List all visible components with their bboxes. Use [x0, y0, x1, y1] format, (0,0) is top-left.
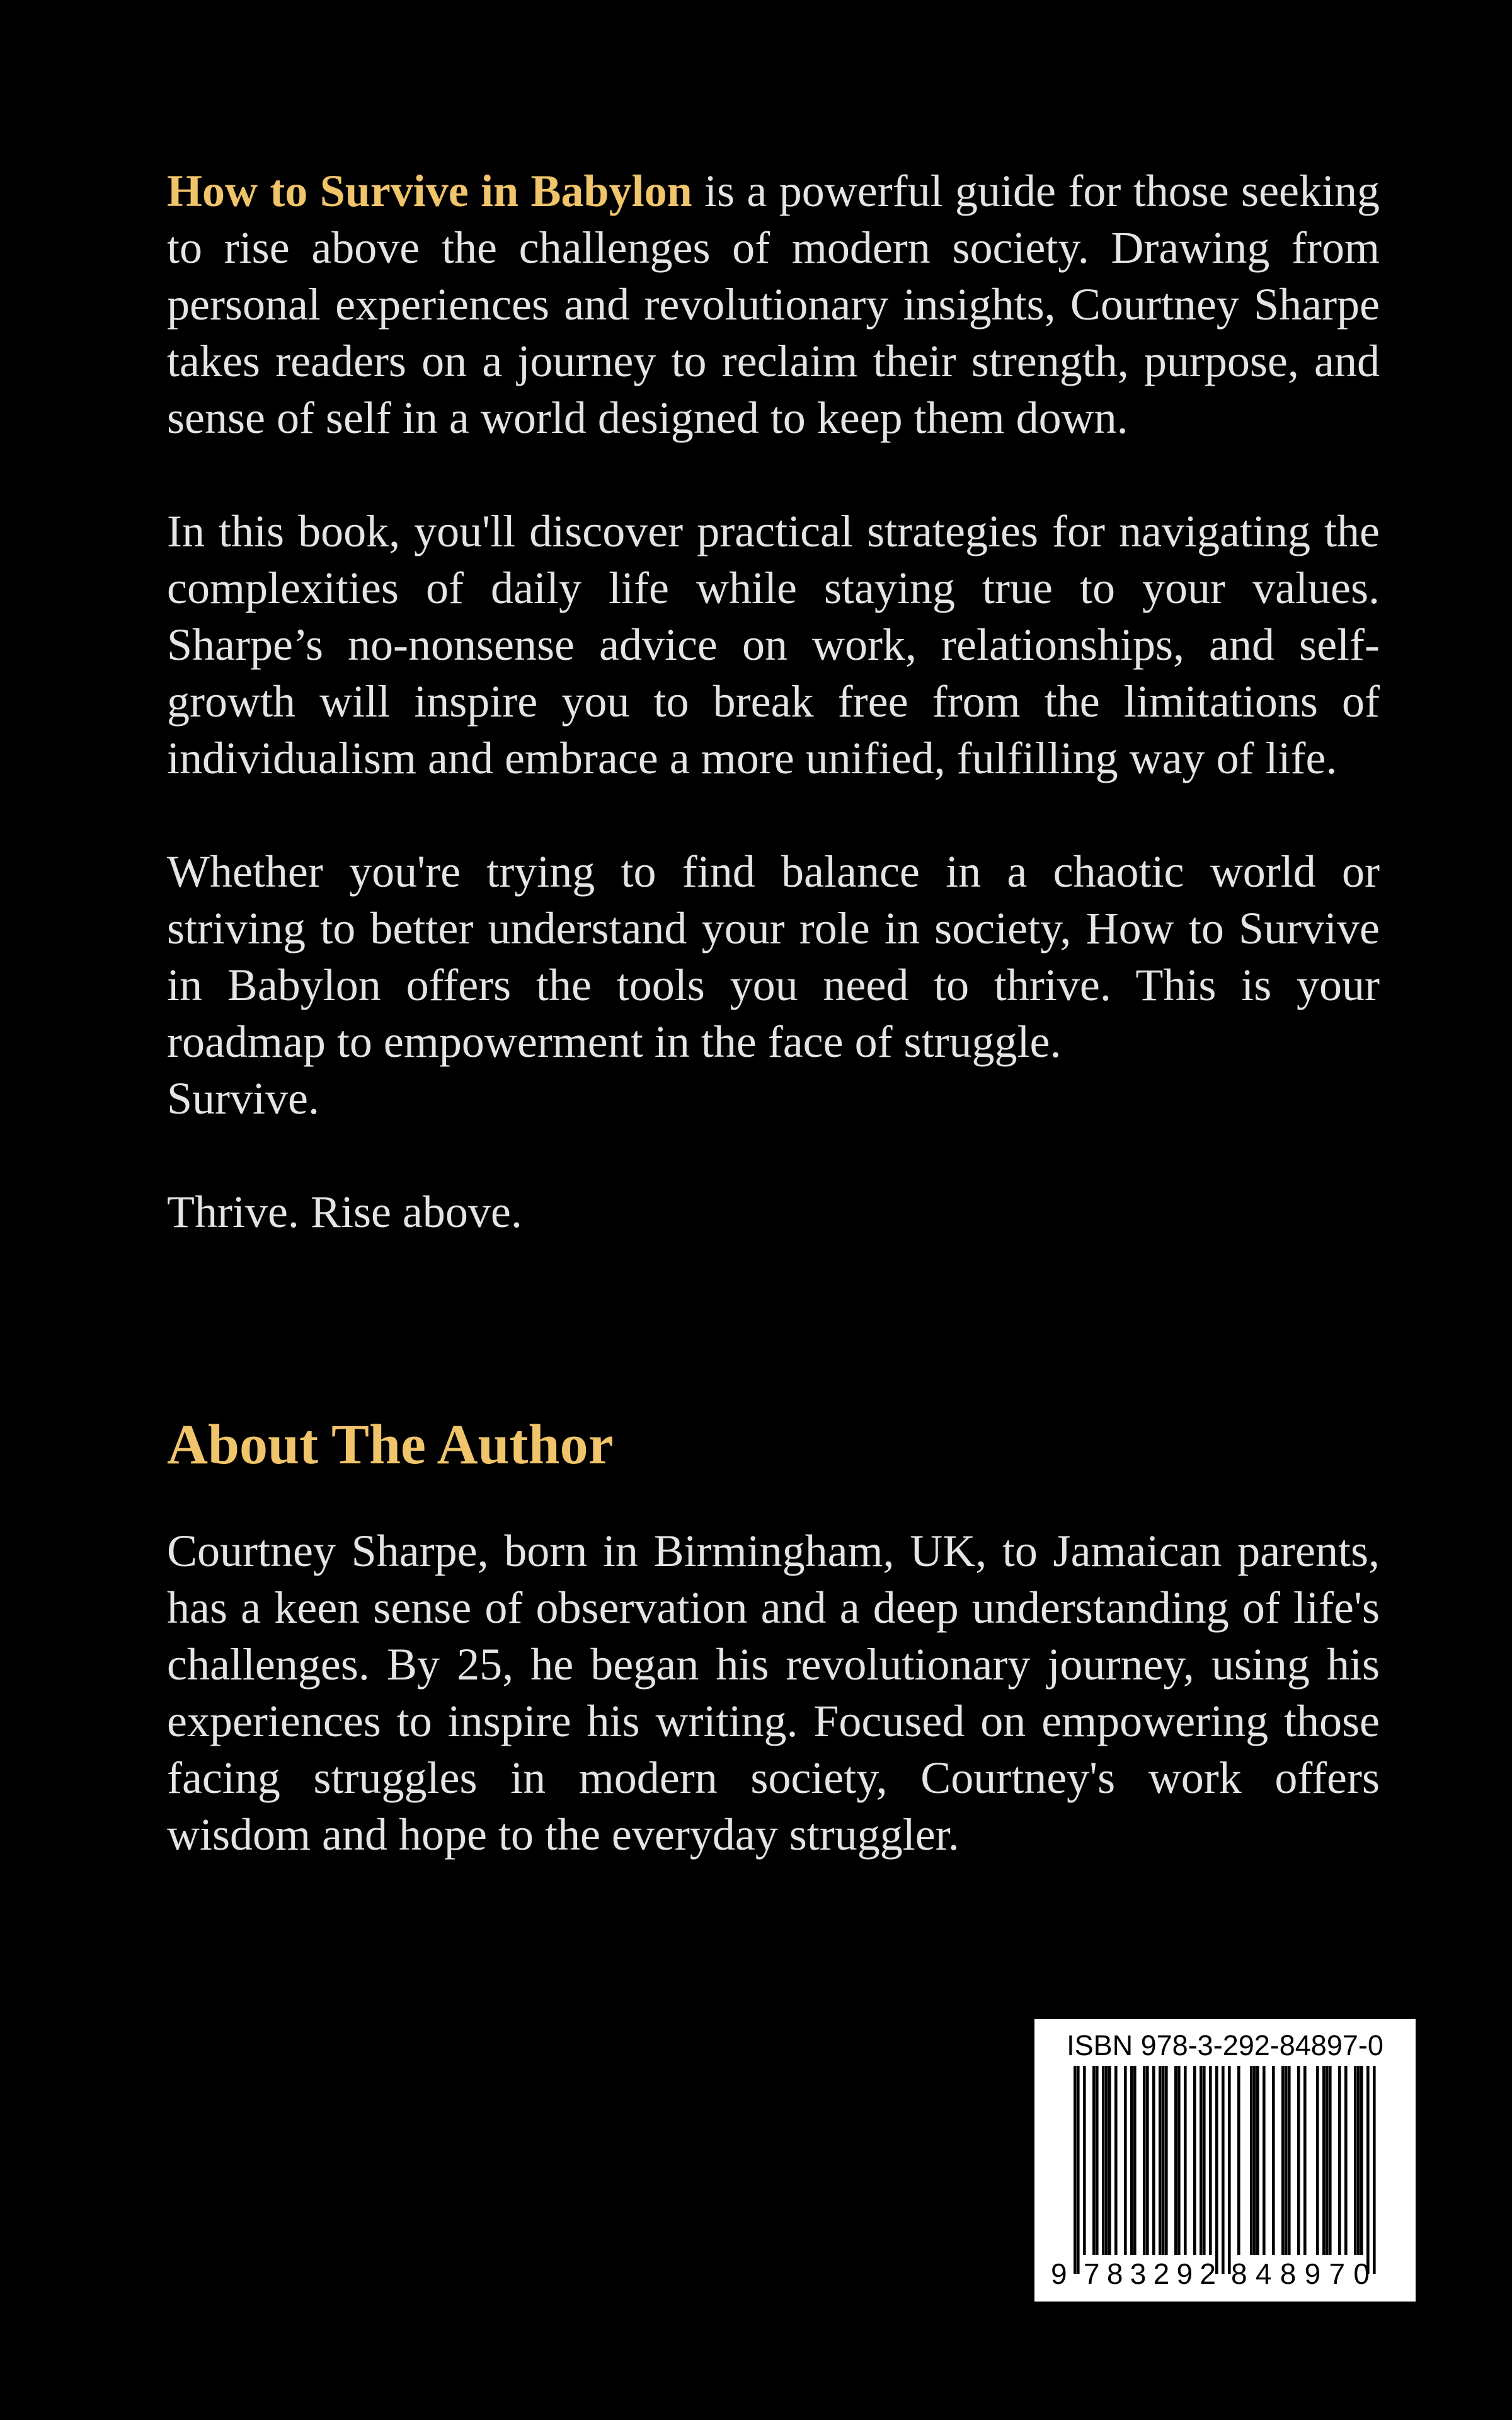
blurb-paragraph-1-text: is a powerful guide for those seeking to rise above the challenges of modern society. Drawing from personal experiences and revolutionary insights, Courtney Sharpe takes readers on a journey to reclaim their strength, purpose, and sense of self in a world designed to keep them down.: [167, 166, 1380, 443]
barcode-stripe: [1366, 2066, 1370, 2274]
barcode-digits-left: 783292: [1084, 2257, 1216, 2290]
barcode-stripe: [1329, 2066, 1332, 2255]
barcode-stripe: [1184, 2066, 1187, 2255]
barcode-stripe: [1285, 2066, 1288, 2255]
barcode-digit-lead: 9: [1051, 2257, 1067, 2290]
blurb-paragraph-2: In this book, you'll discover practical strategies for navigating the complexities of daily life while staying true to your values. Sharpe’s no-nonsense advice on work, relationships, and self-growth will inspire you to break free from the limitations of individualism and embrace a more unified, fulfilling way of life.: [167, 506, 1380, 783]
barcode-stripe: [1124, 2066, 1127, 2255]
barcode-stripe: [1326, 2066, 1329, 2255]
barcode-stripe: [1354, 2066, 1357, 2255]
barcode-stripe: [1096, 2066, 1099, 2255]
barcode-stripe: [1209, 2066, 1212, 2255]
barcode-stripe: [1250, 2066, 1253, 2255]
barcode-bars: [1048, 2066, 1402, 2290]
barcode-stripe: [1162, 2066, 1165, 2255]
book-title-highlight: How to Survive in Babylon: [167, 166, 692, 216]
barcode-stripe: [1357, 2066, 1360, 2255]
barcode-stripe: [1108, 2066, 1111, 2255]
barcode-stripe: [1297, 2066, 1300, 2255]
barcode-stripe: [1159, 2066, 1162, 2255]
barcode-stripe: [1083, 2066, 1086, 2255]
barcode-stripe: [1215, 2066, 1218, 2274]
about-author-heading: About The Author: [167, 1414, 614, 1476]
barcode-stripes: [1074, 2066, 1376, 2274]
blurb-paragraph-1: [167, 163, 1380, 446]
barcode-stripe: [1105, 2066, 1108, 2255]
barcode-stripe: [1203, 2066, 1206, 2255]
blurb-tagline-survive: Survive.: [167, 1073, 319, 1124]
barcode-stripe: [1338, 2066, 1341, 2255]
barcode-stripe: [1303, 2066, 1307, 2255]
isbn-barcode: [1034, 2019, 1416, 2302]
barcode-stripe: [1130, 2066, 1133, 2255]
barcode-stripe: [1114, 2066, 1118, 2255]
barcode-stripe: [1322, 2066, 1326, 2255]
barcode-stripe: [1152, 2066, 1155, 2255]
barcode-stripe: [1165, 2066, 1168, 2255]
barcode-stripe: [1256, 2066, 1259, 2255]
barcode-stripe: [1222, 2066, 1225, 2274]
barcode-stripe: [1177, 2066, 1181, 2255]
barcode-stripe: [1228, 2066, 1231, 2274]
author-bio: Courtney Sharpe, born in Birmingham, UK, to Jamaican parents, has a keen sense of observation and a deep understanding of life's challenges. By 25, he began his revolutionary journey, using his experiences to inspire his writing. Focused on empowering those facing struggles in modern society, Courtney's work offers wisdom and hope to the everyday struggler.: [167, 1526, 1380, 1860]
barcode-digits-right: 848970: [1231, 2257, 1370, 2290]
blurb-tagline-thrive: Thrive. Rise above.: [167, 1187, 522, 1237]
barcode-stripe: [1373, 2066, 1376, 2274]
barcode-stripe: [1237, 2066, 1240, 2255]
barcode-stripe: [1143, 2066, 1146, 2255]
barcode-stripe: [1074, 2066, 1077, 2274]
barcode-stripe: [1344, 2066, 1348, 2255]
barcode-stripe: [1146, 2066, 1149, 2255]
barcode-stripe: [1316, 2066, 1319, 2255]
blurb-paragraph-3: Whether you're trying to find balance in a chaotic world or striving to better understand your role in society, How to Survive in Babylon offers the tools you need to thrive. This is your roadmap to empowerment in the face of struggle.: [167, 846, 1380, 1067]
barcode-stripe: [1272, 2066, 1275, 2255]
barcode-stripe: [1133, 2066, 1137, 2255]
barcode-stripe: [1102, 2066, 1105, 2255]
barcode-stripe: [1077, 2066, 1080, 2274]
barcode-stripe: [1360, 2066, 1363, 2255]
barcode-stripe: [1253, 2066, 1256, 2255]
barcode-stripe: [1092, 2066, 1096, 2255]
barcode-stripe: [1174, 2066, 1177, 2255]
barcode-stripe: [1200, 2066, 1203, 2255]
blurb: [167, 163, 1380, 1297]
barcode-stripe: [1193, 2066, 1196, 2255]
barcode-stripe: [1288, 2066, 1291, 2255]
isbn-label: ISBN 978-3-292-84897-0: [1067, 2029, 1383, 2061]
barcode-stripe: [1263, 2066, 1266, 2255]
barcode-stripe: [1281, 2066, 1285, 2255]
